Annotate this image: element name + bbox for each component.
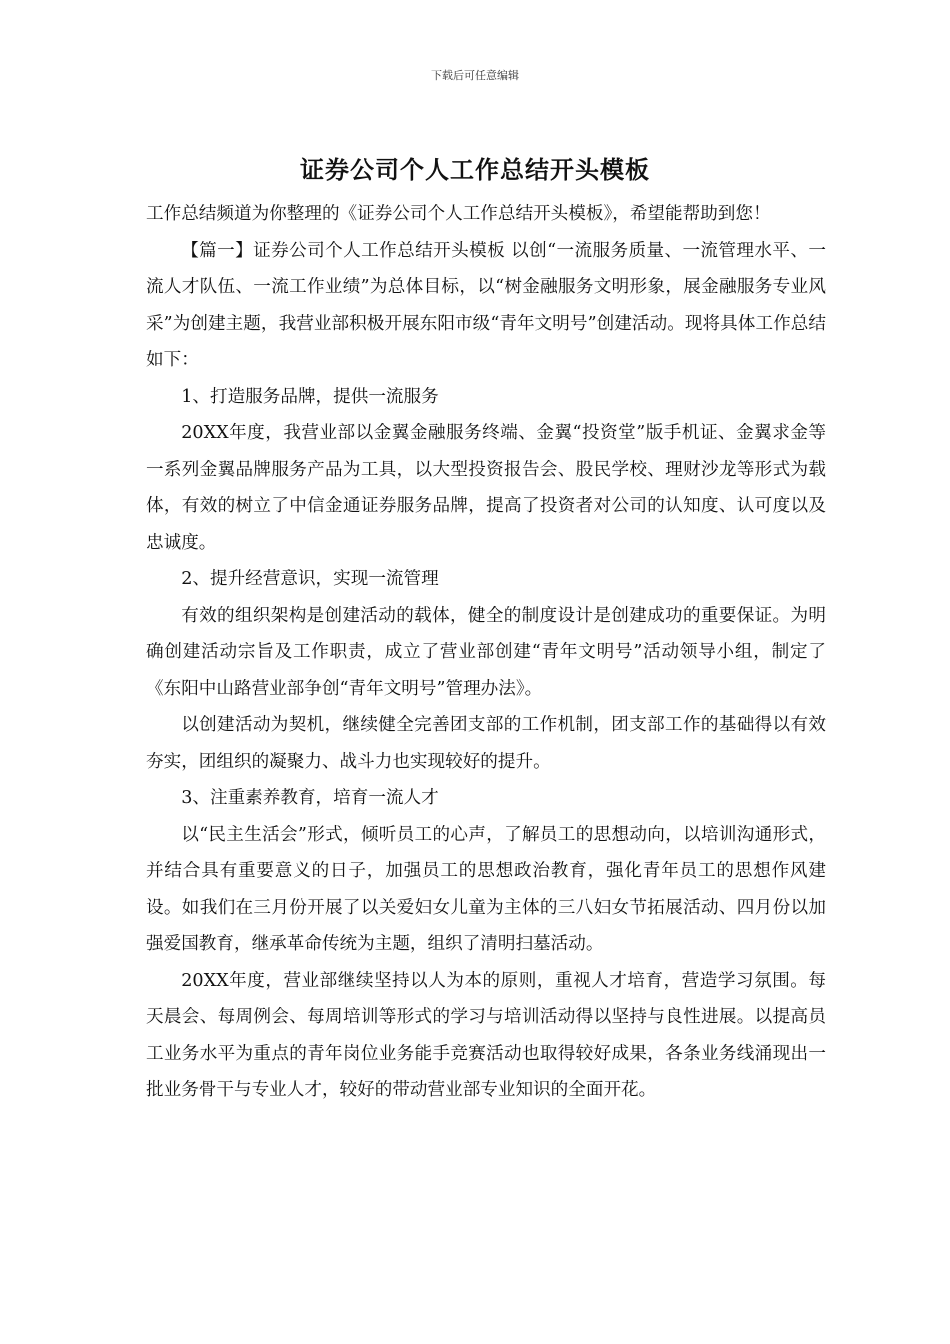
document-title: 证券公司个人工作总结开头模板 [300,156,650,184]
paragraph: 以创建活动为契机，继续健全完善团支部的工作机制，团支部工作的基础得以有效夯实，团组织的凝聚力、战斗力也实现较好的提升。 [146,715,826,772]
paragraph: 20XX年度，我营业部以金翼金融服务终端、金翼“投资堂”版手机证、金翼求金等一系列金翼品牌服务产品为工具，以大型投资报告会、股民学校、理财沙龙等形式为载体，有效的树立了中信金通证券服务品牌，提高了投资者对公司的认知度、认可度以及忠诚度。 [146,423,826,553]
header-note: 下载后可任意编辑 [431,69,519,82]
section-heading: 3、注重素养教育，培育一流人才 [181,788,439,808]
paragraph: 【篇一】证券公司个人工作总结开头模板 以创“一流服务质量、一流管理水平、一流人才队伍、一流工作业绩”为总体目标，以“树金融服务文明形象，展金融服务专业风采”为创建主题，我营业部积极开展东阳市级“青年文明号”创建活动。现将具体工作总结如下： [146,240,826,370]
paragraph: 工作总结频道为你整理的《证券公司个人工作总结开头模板》，希望能帮助到您！ [146,204,771,224]
paragraph: 以“民主生活会”形式，倾听员工的心声，了解员工的思想动向，以培训沟通形式，并结合具有重要意义的日子，加强员工的思想政治教育，强化青年员工的思想作风建设。如我们在三月份开展了以关爱妇女儿童为主体的三八妇女节拓展活动、四月份以加强爱国教育，继承革命传统为主题，组织了清明扫墓活动。 [146,824,826,954]
document-body [146,196,826,1109]
section-heading: 1、打造服务品牌，提供一流服务 [181,386,439,407]
paragraph: 有效的组织架构是创建活动的载体，健全的制度设计是创建成功的重要保证。为明确创建活动宗旨及工作职责，成立了营业部创建“青年文明号”活动领导小组，制定了《东阳中山路营业部争创“青年文明号”管理办法》。 [146,605,826,699]
paragraph: 20XX年度，营业部继续坚持以人为本的原则，重视人才培育，营造学习氛围。每天晨会、每周例会、每周培训等形式的学习与培训活动得以坚持与良性进展。以提高员工业务水平为重点的青年岗位业务能手竞赛活动也取得较好成果，各条业务线涌现出一批业务骨干与专业人才，较好的带动营业部专业知识的全面开花。 [146,970,826,1100]
section-heading: 2、提升经营意识，实现一流管理 [181,569,439,589]
